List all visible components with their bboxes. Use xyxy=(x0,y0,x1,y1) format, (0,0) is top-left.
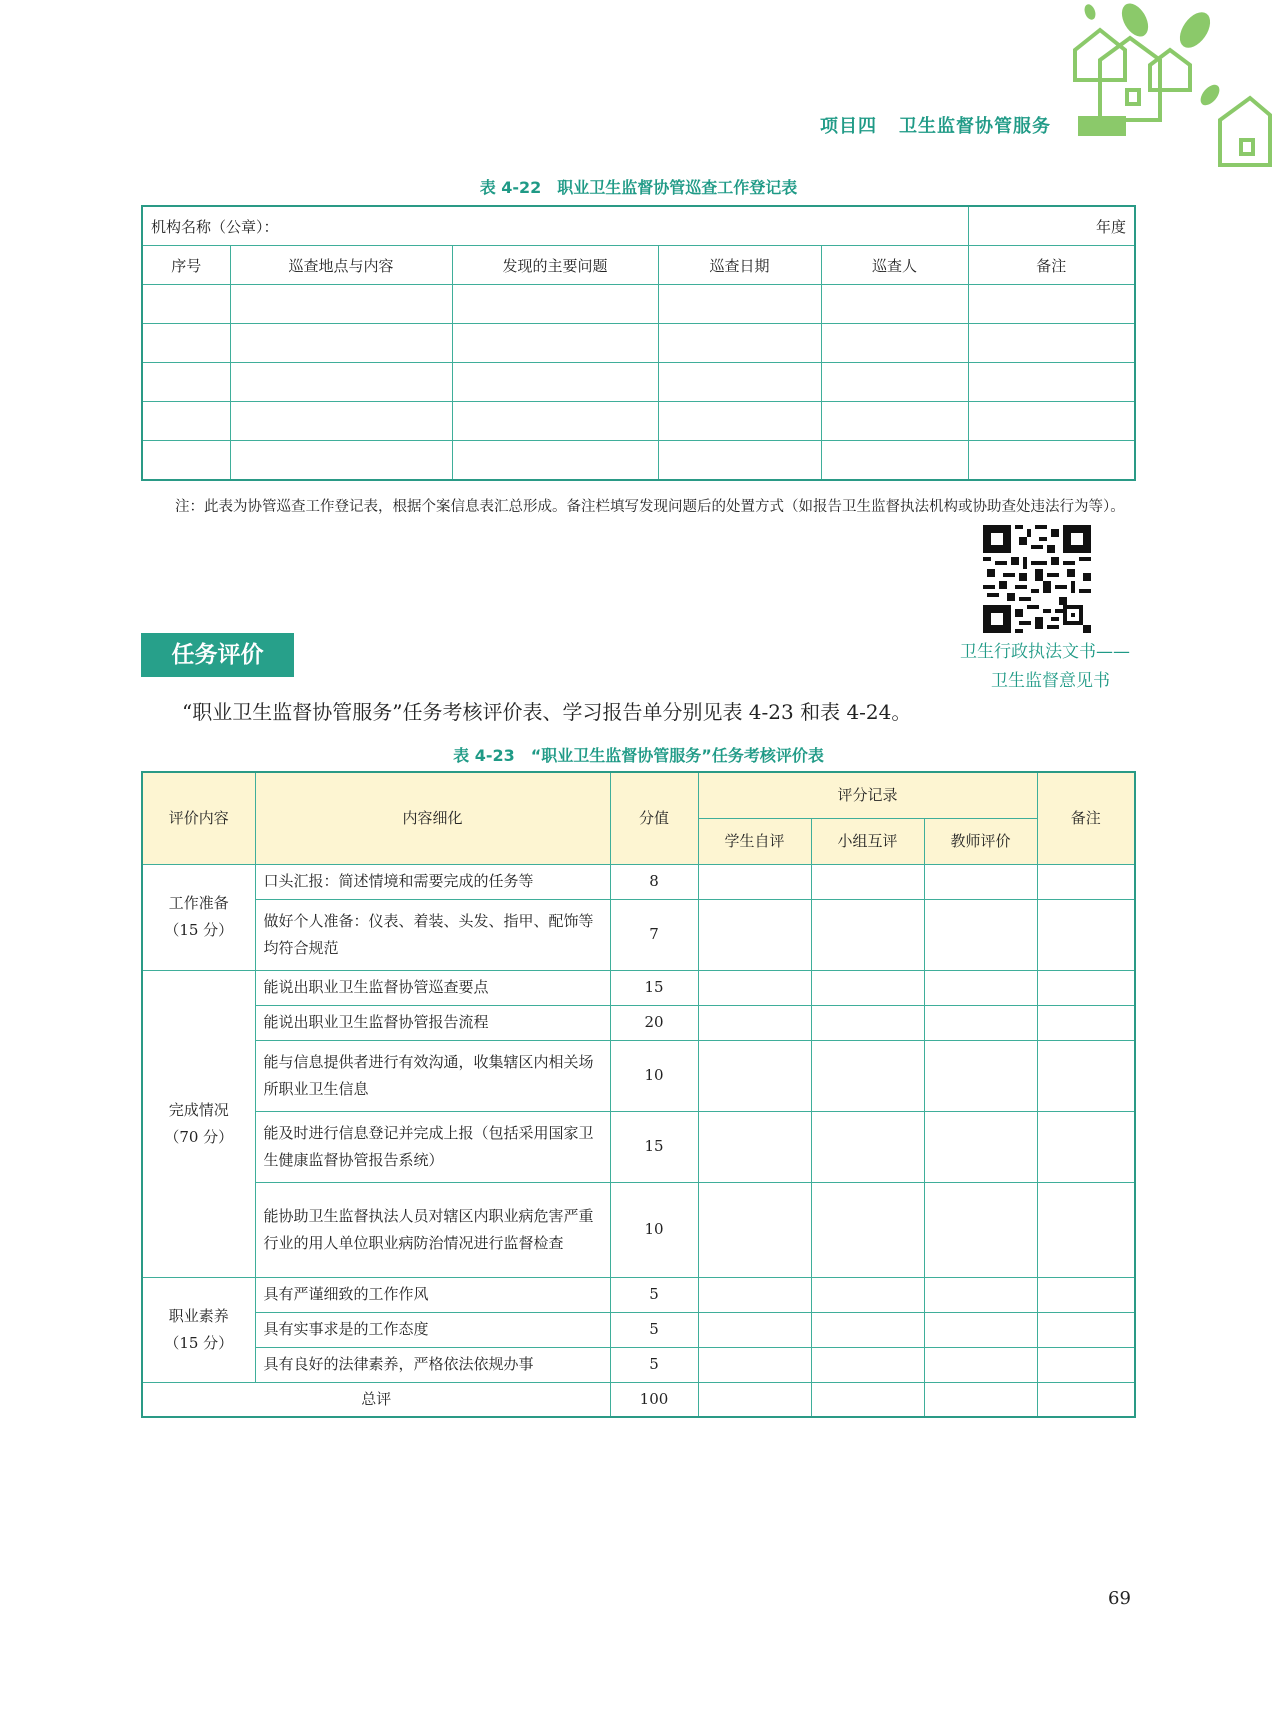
item-text: 具有严谨细致的工作作风 xyxy=(255,1277,610,1312)
table22-caption: 表 4-22 职业卫生监督协管巡查工作登记表 xyxy=(479,178,798,197)
patrol-register-table xyxy=(141,205,1136,481)
item-text: 能说出职业卫生监督协管报告流程 xyxy=(255,1005,610,1040)
header-accent-bar xyxy=(1078,116,1126,136)
item-score: 8 xyxy=(610,864,698,899)
col-header: 备注 xyxy=(968,246,1135,285)
table-row xyxy=(142,970,1135,1005)
table-row xyxy=(142,1277,1135,1312)
chapter-title: 卫生监督协管服务 xyxy=(899,116,1051,137)
header-score-record: 评分记录 xyxy=(698,772,1037,818)
item-text: 能协助卫生监督执法人员对辖区内职业病危害严重行业的用人单位职业病防治情况进行监督检查 xyxy=(255,1182,610,1277)
table-row xyxy=(142,363,1135,402)
header-remark: 备注 xyxy=(1037,772,1135,864)
table-row xyxy=(142,441,1135,481)
table23-caption: 表 4-23 “职业卫生监督协管服务”任务考核评价表 xyxy=(453,746,824,765)
total-score: 100 xyxy=(610,1382,698,1417)
item-text: 做好个人准备：仪表、着装、头发、指甲、配饰等均符合规范 xyxy=(255,899,610,970)
qr-caption-line1: 卫生行政执法文书—— xyxy=(960,642,1130,662)
header-self-eval: 学生自评 xyxy=(698,818,811,864)
evaluation-table xyxy=(141,771,1136,1418)
table-row xyxy=(142,899,1135,970)
table22-header-row xyxy=(142,246,1135,285)
header-teacher-eval: 教师评价 xyxy=(924,818,1037,864)
table-row xyxy=(142,285,1135,324)
header-peer-eval: 小组互评 xyxy=(811,818,924,864)
col-header: 序号 xyxy=(142,246,230,285)
table-row xyxy=(142,402,1135,441)
item-score: 5 xyxy=(610,1312,698,1347)
item-score: 20 xyxy=(610,1005,698,1040)
item-text: 具有良好的法律素养，严格依法依规办事 xyxy=(255,1347,610,1382)
page-number: 69 xyxy=(1108,1588,1131,1609)
item-score: 15 xyxy=(610,970,698,1005)
table-row xyxy=(142,1182,1135,1277)
group-name: 职业素养 （15 分） xyxy=(142,1277,255,1382)
col-header: 发现的主要问题 xyxy=(452,246,658,285)
chapter-project: 项目四 xyxy=(820,116,877,137)
chapter-header xyxy=(820,112,1051,138)
item-score: 15 xyxy=(610,1111,698,1182)
item-text: 口头汇报：简述情境和需要完成的任务等 xyxy=(255,864,610,899)
section-title: 任务评价 xyxy=(141,633,294,677)
section-paragraph: “职业卫生监督协管服务”任务考核评价表、学习报告单分别见表 4-23 和表 4-24。 xyxy=(182,700,912,724)
header-eval-content: 评价内容 xyxy=(142,772,255,864)
item-text: 能及时进行信息登记并完成上报（包括采用国家卫生健康监督协管报告系统） xyxy=(255,1111,610,1182)
qr-caption xyxy=(930,638,1130,696)
table-row xyxy=(142,1111,1135,1182)
qr-caption-line2: 卫生监督意见书 xyxy=(991,671,1110,691)
item-text: 能说出职业卫生监督协管巡查要点 xyxy=(255,970,610,1005)
col-header: 巡查地点与内容 xyxy=(230,246,452,285)
total-label: 总评 xyxy=(142,1382,610,1417)
org-name-label: 机构名称（公章）： xyxy=(142,206,968,246)
table-row xyxy=(142,1347,1135,1382)
item-score: 5 xyxy=(610,1277,698,1312)
item-text: 具有实事求是的工作态度 xyxy=(255,1312,610,1347)
item-score: 7 xyxy=(610,899,698,970)
table-row xyxy=(142,864,1135,899)
table-row xyxy=(142,1040,1135,1111)
item-score: 10 xyxy=(610,1040,698,1111)
header-detail: 内容细化 xyxy=(255,772,610,864)
total-row xyxy=(142,1382,1135,1417)
header-score: 分值 xyxy=(610,772,698,864)
table-row xyxy=(142,1312,1135,1347)
item-score: 10 xyxy=(610,1182,698,1277)
item-score: 5 xyxy=(610,1347,698,1382)
group-name: 工作准备 （15 分） xyxy=(142,864,255,970)
group-name: 完成情况 （70 分） xyxy=(142,970,255,1277)
col-header: 巡查人 xyxy=(821,246,968,285)
year-label: 年度 xyxy=(968,206,1135,246)
col-header: 巡查日期 xyxy=(658,246,821,285)
table22-note: 注：此表为协管巡查工作登记表，根据个案信息表汇总形成。备注栏填写发现问题后的处置方式（如报告卫生监督执法机构或协助查处违法行为等）。 xyxy=(175,499,1125,515)
qr-code-icon[interactable] xyxy=(983,525,1091,633)
table-row xyxy=(142,1005,1135,1040)
table-row xyxy=(142,324,1135,363)
leaf-house-decoration xyxy=(1055,0,1275,180)
item-text: 能与信息提供者进行有效沟通，收集辖区内相关场所职业卫生信息 xyxy=(255,1040,610,1111)
